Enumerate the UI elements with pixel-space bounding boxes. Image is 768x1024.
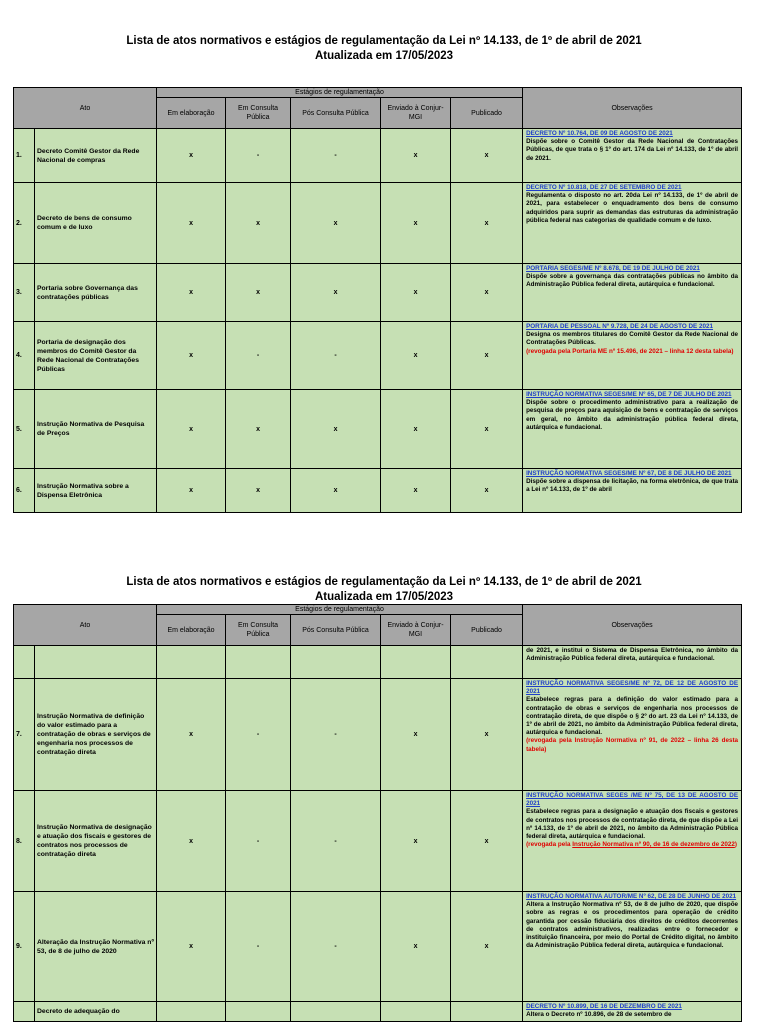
- stage-mark-publicado: x: [451, 791, 523, 892]
- act-description: Designa os membros titulares do Comitê Gestor da Rede Nacional de Contratações Públicas.: [526, 331, 739, 347]
- stage-mark-em-elaboracao: x: [157, 183, 226, 264]
- stage-mark-publicado: [451, 646, 523, 679]
- stage-mark-publicado: x: [451, 469, 523, 513]
- row-number: 5.: [14, 390, 35, 469]
- row-ato: Instrução Normativa sobre a Dispensa Eletrônica: [35, 469, 157, 513]
- stage-mark-em-elaboracao: x: [157, 129, 226, 183]
- header-em-elaboracao: Em elaboração: [157, 615, 226, 646]
- header-stages: Estágios de regulamentação: [157, 88, 523, 98]
- row-observacoes: [523, 469, 742, 513]
- stage-mark-pos-consulta: x: [291, 390, 381, 469]
- stage-mark-em-consulta: -: [226, 679, 291, 791]
- stage-mark-pos-consulta: -: [291, 322, 381, 390]
- title-line-2-repeat: Atualizada em 17/05/2023: [314, 591, 454, 603]
- row-observacoes: [523, 791, 742, 892]
- stage-mark-enviado: x: [381, 264, 451, 322]
- stage-mark-enviado: x: [381, 791, 451, 892]
- header-stages: Estágios de regulamentação: [157, 605, 523, 615]
- stage-mark-publicado: x: [451, 679, 523, 791]
- revocation-tail: ): [734, 841, 737, 849]
- header-enviado: Enviado à Conjur-MGI: [381, 98, 451, 129]
- table-row: [14, 264, 742, 322]
- table-row: [14, 390, 742, 469]
- table-row: [14, 791, 742, 892]
- row-number: [14, 1002, 35, 1022]
- acts-table-continued: [13, 604, 742, 1022]
- stage-mark-pos-consulta: -: [291, 129, 381, 183]
- stage-mark-pos-consulta: -: [291, 791, 381, 892]
- table-row: [14, 892, 742, 1002]
- page-2: [0, 572, 768, 1024]
- table-row: [14, 322, 742, 390]
- row-observacoes: [523, 390, 742, 469]
- header-publicado: Publicado: [451, 98, 523, 129]
- stage-mark-em-consulta: -: [226, 322, 291, 390]
- stage-mark-pos-consulta: x: [291, 469, 381, 513]
- act-description: Altera a Instrução Normativa nº 53, de 8 de julho de 2020, que dispõe sobre as regras e os procedimentos para operação de crédito garantida por cessão fiduciária dos direitos de créditos decorrentes de contratos administrativos, realizadas entre o fornecedor e instituição financeira, por meio do Portal de Crédito digital, no âmbito da Administração Pública federal direta, autárquica e fundacional.: [526, 901, 739, 950]
- stage-mark-enviado: x: [381, 679, 451, 791]
- stage-mark-pos-consulta: x: [291, 183, 381, 264]
- stage-mark-em-elaboracao: x: [157, 469, 226, 513]
- stage-mark-publicado: x: [451, 183, 523, 264]
- row-ato: Instrução Normativa de definição do valor estimado para a contratação de obras e serviços de engenharia nos processos de contratação direta: [35, 679, 157, 791]
- stage-mark-publicado: x: [451, 264, 523, 322]
- act-description: Estabelece regras para a designação e atuação dos fiscais e gestores de contratos nos processos de contratação direta, de que dispõe a Lei nº 14.133, de 1º de abril de 2021, no âmbito da Administração Pública federal direta, autárquica e fundacional.: [526, 808, 739, 841]
- table-row: [14, 129, 742, 183]
- stage-mark-em-consulta: x: [226, 390, 291, 469]
- header-publicado: Publicado: [451, 615, 523, 646]
- revocation-note: [526, 841, 738, 849]
- row-number: 9.: [14, 892, 35, 1002]
- row-ato: Decreto de adequação do: [35, 1002, 157, 1022]
- row-number: 6.: [14, 469, 35, 513]
- stage-mark-pos-consulta: [291, 646, 381, 679]
- row-ato: Decreto Comitê Gestor da Rede Nacional de compras: [35, 129, 157, 183]
- table-row: [14, 679, 742, 791]
- document-title-repeat: [0, 572, 768, 606]
- header-observacoes: Observações: [523, 88, 742, 129]
- table-row: [14, 646, 742, 679]
- stage-mark-em-consulta: -: [226, 892, 291, 1002]
- revocation-text: (revogada pela Instrução Normativa nº 91, de 2022 – linha 26 desta tabela): [526, 737, 739, 753]
- stage-mark-em-elaboracao: [157, 1002, 226, 1022]
- stage-mark-enviado: x: [381, 322, 451, 390]
- row-observacoes: [523, 322, 742, 390]
- act-description: Dispõe sobre o procedimento administrativo para a realização de pesquisa de preços para aquisição de bens e contratação de serviços em geral, no âmbito da administração pública federal direta, autárquica e fundacional.: [526, 399, 739, 431]
- act-link[interactable]: INSTRUÇÃO NORMATIVA AUTOR/ME Nº 62, DE 28 DE JUNHO DE 2021: [526, 893, 737, 900]
- stage-mark-em-consulta: -: [226, 791, 291, 892]
- act-link[interactable]: DECRETO Nº 10.764, DE 09 DE AGOSTO DE 2021: [526, 130, 673, 137]
- revocation-note: [526, 348, 738, 356]
- stage-mark-em-elaboracao: x: [157, 264, 226, 322]
- stage-mark-enviado: x: [381, 469, 451, 513]
- stage-mark-em-consulta: -: [226, 129, 291, 183]
- stage-mark-pos-consulta: -: [291, 679, 381, 791]
- row-ato: Instrução Normativa de Pesquisa de Preços: [35, 390, 157, 469]
- header-em-consulta: Em Consulta Pública: [226, 98, 291, 129]
- table-row: [14, 469, 742, 513]
- row-ato: Alteração da Instrução Normativa nº 53, de 8 de julho de 2020: [35, 892, 157, 1002]
- act-description: de 2021, e institui o Sistema de Dispensa Eletrônica, no âmbito da Administração Pública federal direta, autárquica e fundacional.: [526, 647, 739, 663]
- row-observacoes: [523, 129, 742, 183]
- stage-mark-publicado: x: [451, 892, 523, 1002]
- title-line-1-repeat: Lista de atos normativos e estágios de regulamentação da Lei nº 14.133, de 1º de abril de 2021: [126, 576, 642, 588]
- stage-mark-em-consulta: x: [226, 469, 291, 513]
- stage-mark-em-consulta: [226, 646, 291, 679]
- act-link[interactable]: PORTARIA DE PESSOAL Nº 9.728, DE 24 DE AGOSTO DE 2021: [526, 323, 714, 330]
- header-ato: Ato: [14, 88, 157, 129]
- row-observacoes: [523, 183, 742, 264]
- stage-mark-em-consulta: [226, 1002, 291, 1022]
- row-observacoes: [523, 646, 742, 679]
- stage-mark-em-elaboracao: x: [157, 791, 226, 892]
- row-observacoes: [523, 679, 742, 791]
- revocation-text: (revogada pela: [526, 841, 573, 849]
- act-description: Dispõe sobre a dispensa de licitação, na forma eletrônica, de que trata a Lei nº 14.133, de 1º de abril: [526, 478, 739, 494]
- act-link[interactable]: PORTARIA SEGES/ME Nº 8.678, DE 19 DE JULHO DE 2021: [526, 265, 700, 272]
- row-ato: Decreto de bens de consumo comum e de luxo: [35, 183, 157, 264]
- stage-mark-enviado: x: [381, 183, 451, 264]
- row-ato: Portaria de designação dos membros do Comitê Gestor da Rede Nacional de Contratações Públicas: [35, 322, 157, 390]
- stage-mark-pos-consulta: x: [291, 264, 381, 322]
- stage-mark-publicado: x: [451, 322, 523, 390]
- header-em-consulta: Em Consulta Pública: [226, 615, 291, 646]
- act-description: Estabelece regras para a definição do valor estimado para a contratação de obras e serviços de engenharia nos processos de contratação direta, de que dispõe o § 2º do art. 23 da Lei nº 14.133, de 1º de abril de 2021, no âmbito da Administração Pública federal direta, autárquica e fundacional.: [526, 696, 739, 737]
- row-ato: [35, 646, 157, 679]
- revocation-link[interactable]: Instrução Normativa nº 90, de 16 de dezembro de 2022: [572, 841, 735, 849]
- acts-table: [13, 87, 742, 513]
- header-enviado: Enviado à Conjur-MGI: [381, 615, 451, 646]
- act-description: Altera o Decreto nº 10.896, de 28 de setembro de: [526, 1011, 672, 1019]
- stage-mark-enviado: x: [381, 390, 451, 469]
- act-link[interactable]: INSTRUÇÃO NORMATIVA SEGES /ME Nº 75, DE 13 DE AGOSTO DE 2021: [526, 792, 739, 808]
- stage-mark-enviado: [381, 646, 451, 679]
- stage-mark-em-elaboracao: x: [157, 390, 226, 469]
- stage-mark-publicado: [451, 1002, 523, 1022]
- act-description: Dispõe sobre o Comitê Gestor da Rede Nacional de Contratações Públicas, de que trata o § 1º do art. 174 da Lei nº 14.133, de 1º de abril de 2021.: [526, 138, 739, 162]
- header-ato: Ato: [14, 605, 157, 646]
- row-ato: Portaria sobre Governança das contratações públicas: [35, 264, 157, 322]
- stage-mark-em-elaboracao: x: [157, 892, 226, 1002]
- row-number: 8.: [14, 791, 35, 892]
- document-title: [0, 0, 768, 62]
- stage-mark-publicado: x: [451, 390, 523, 469]
- act-link[interactable]: INSTRUÇÃO NORMATIVA SEGES/ME Nº 72, DE 12 DE AGOSTO DE 2021: [526, 680, 739, 696]
- table-row: [14, 1002, 742, 1022]
- row-number: 3.: [14, 264, 35, 322]
- stage-mark-em-consulta: x: [226, 183, 291, 264]
- stage-mark-enviado: x: [381, 129, 451, 183]
- row-observacoes: [523, 1002, 742, 1022]
- row-ato: Instrução Normativa de designação e atuação dos fiscais e gestores de contratos nos processos de contratação direta: [35, 791, 157, 892]
- row-number: [14, 646, 35, 679]
- stage-mark-em-consulta: x: [226, 264, 291, 322]
- stage-mark-pos-consulta: -: [291, 892, 381, 1002]
- act-link[interactable]: INSTRUÇÃO NORMATIVA SEGES/ME Nº 67, DE 8 DE JULHO DE 2021: [526, 470, 732, 477]
- act-link[interactable]: DECRETO Nº 10.899, DE 16 DE DEZEMBRO DE 2021: [526, 1003, 682, 1010]
- stage-mark-em-elaboracao: x: [157, 679, 226, 791]
- row-number: 1.: [14, 129, 35, 183]
- row-observacoes: [523, 264, 742, 322]
- row-number: 4.: [14, 322, 35, 390]
- stage-mark-pos-consulta: [291, 1002, 381, 1022]
- header-pos-consulta: Pós Consulta Pública: [291, 615, 381, 646]
- title-line-2: Atualizada em 17/05/2023: [314, 50, 454, 62]
- row-number: 7.: [14, 679, 35, 791]
- table-row: [14, 183, 742, 264]
- title-line-1: Lista de atos normativos e estágios de regulamentação da Lei nº 14.133, de 1º de abril de 2021: [126, 35, 642, 47]
- act-link[interactable]: INSTRUÇÃO NORMATIVA SEGES/ME Nº 65, DE 7 DE JULHO DE 2021: [526, 391, 732, 398]
- header-observacoes: Observações: [523, 605, 742, 646]
- revocation-note: [526, 737, 738, 753]
- stage-mark-enviado: x: [381, 892, 451, 1002]
- header-pos-consulta: Pós Consulta Pública: [291, 98, 381, 129]
- row-number: 2.: [14, 183, 35, 264]
- stage-mark-em-elaboracao: [157, 646, 226, 679]
- stage-mark-enviado: [381, 1002, 451, 1022]
- stage-mark-publicado: x: [451, 129, 523, 183]
- act-link[interactable]: DECRETO Nº 10.818, DE 27 DE SETEMBRO DE 2021: [526, 184, 682, 191]
- act-description: Regulamenta o disposto no art. 20da Lei nº 14.133, de 1º de abril de 2021, para estabelecer o enquadramento dos bens de consumo adquiridos para suprir as demandas das estruturas da administração pública federal nas categorias de qualidade comum e de luxo.: [526, 192, 739, 224]
- header-em-elaboracao: Em elaboração: [157, 98, 226, 129]
- row-observacoes: [523, 892, 742, 1002]
- revocation-text: (revogada pela Portaria ME nº 15.496, de 2021 – linha 12 desta tabela): [526, 347, 734, 355]
- stage-mark-em-elaboracao: x: [157, 322, 226, 390]
- act-description: Dispõe sobre a governança das contratações públicas no âmbito da Administração Pública federal direta, autárquica e fundacional.: [526, 273, 739, 289]
